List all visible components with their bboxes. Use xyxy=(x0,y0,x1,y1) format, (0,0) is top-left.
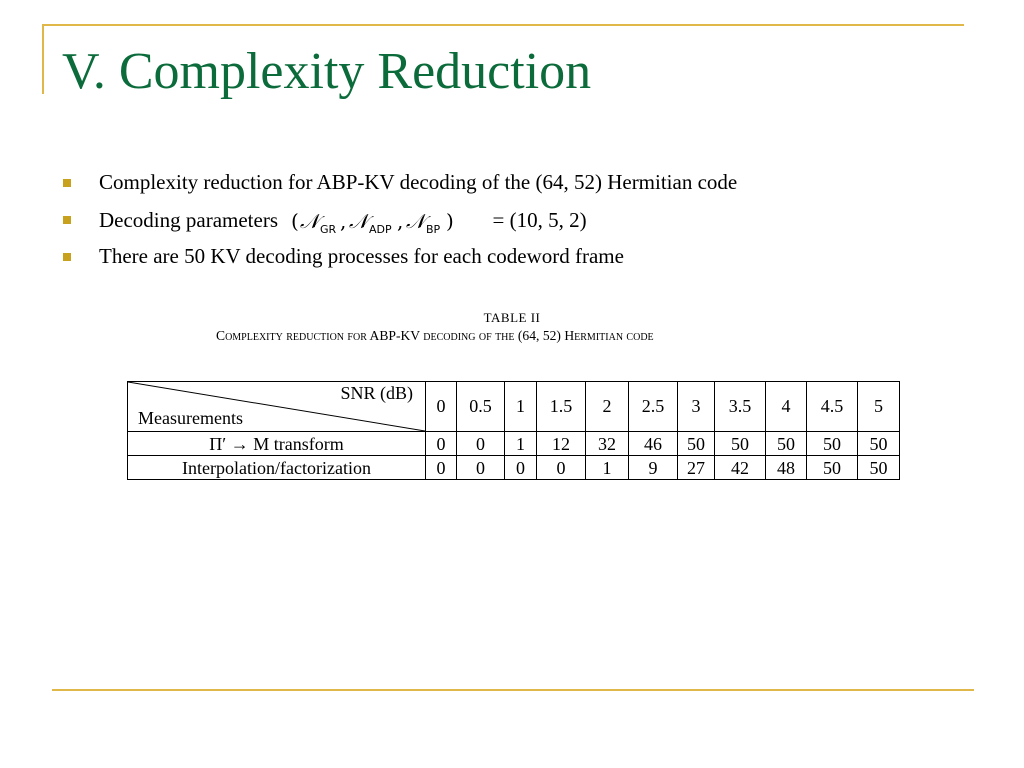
formula-sub-adp: ADP xyxy=(369,223,392,236)
table-cell: 50 xyxy=(807,432,858,456)
table-cell: 42 xyxy=(715,456,766,480)
table-cell: 1 xyxy=(586,456,629,480)
formula-n-gr: 𝒩 xyxy=(300,209,320,233)
snr-cell: 1 xyxy=(505,382,537,432)
table-caption: Complexity reduction for ABP-KV decoding of the (64, 52) Hermitian code xyxy=(216,328,654,343)
top-rule xyxy=(42,24,964,26)
bullet-square-icon xyxy=(63,216,71,224)
snr-cell: 1.5 xyxy=(537,382,586,432)
bullet-text: Decoding parameters xyxy=(99,207,279,232)
table-cell: 0 xyxy=(426,456,457,480)
bullet-text: Complexity reduction for ABP-KV decoding of the (64, 52) Hermitian code xyxy=(99,170,738,194)
table-label: TABLE II xyxy=(483,310,541,325)
table-cell: 0 xyxy=(537,456,586,480)
table-cell: 32 xyxy=(586,432,629,456)
slide-title: V. Complexity Reduction xyxy=(62,43,592,100)
table-cell: 46 xyxy=(629,432,678,456)
formula-n-adp: 𝒩 xyxy=(349,209,369,233)
table-cell: 27 xyxy=(678,456,715,480)
formula-close-paren: ) xyxy=(446,209,455,233)
row-label: Interpolation/factorization xyxy=(128,456,426,480)
table-cell: 1 xyxy=(505,432,537,456)
table-cell: 50 xyxy=(678,432,715,456)
table-header-row xyxy=(128,382,900,432)
formula-comma: , xyxy=(397,209,404,233)
bullet-item xyxy=(62,244,737,281)
table-cell: 50 xyxy=(766,432,807,456)
table-cell: 50 xyxy=(858,456,900,480)
bullet-item xyxy=(62,207,737,244)
measurements-header: Measurements xyxy=(138,408,243,428)
snr-cell: 0 xyxy=(426,382,457,432)
table-cell: 0 xyxy=(426,432,457,456)
bullet-list xyxy=(62,170,737,281)
formula-n-bp: 𝒩 xyxy=(406,209,426,233)
bullet-item xyxy=(62,170,737,207)
table-cell: 50 xyxy=(807,456,858,480)
snr-cell: 2.5 xyxy=(629,382,678,432)
snr-header: SNR (dB) xyxy=(340,383,413,403)
formula-sub-gr: GR xyxy=(320,223,337,236)
row-label: Π′ → M transform xyxy=(128,432,426,456)
snr-cell: 3.5 xyxy=(715,382,766,432)
snr-cell: 0.5 xyxy=(457,382,505,432)
snr-cell: 5 xyxy=(858,382,900,432)
bottom-rule xyxy=(52,689,974,691)
bullet-text: There are 50 KV decoding processes for each codeword frame xyxy=(99,244,624,268)
snr-cell: 3 xyxy=(678,382,715,432)
table-cell: 50 xyxy=(715,432,766,456)
table-cell: 0 xyxy=(457,432,505,456)
table-cell: 0 xyxy=(505,456,537,480)
bullet-square-icon xyxy=(63,253,71,261)
bullet-square-icon xyxy=(63,179,71,187)
table-cell: 9 xyxy=(629,456,678,480)
snr-cell: 4.5 xyxy=(807,382,858,432)
table-row xyxy=(128,432,900,456)
snr-cell: 4 xyxy=(766,382,807,432)
table-cell: 48 xyxy=(766,456,807,480)
snr-cell: 2 xyxy=(586,382,629,432)
left-rule xyxy=(42,24,44,94)
table-cell: 0 xyxy=(457,456,505,480)
decoding-parameters-formula xyxy=(291,207,481,237)
parameter-values: = (10, 5, 2) xyxy=(492,207,587,232)
table-cell: 50 xyxy=(858,432,900,456)
table-cell: 12 xyxy=(537,432,586,456)
formula-comma: , xyxy=(340,209,347,233)
formula-sub-bp: BP xyxy=(426,223,441,236)
formula-open-paren: ( xyxy=(291,209,300,233)
complexity-table xyxy=(127,381,900,480)
diagonal-header-cell xyxy=(128,382,426,432)
table-row xyxy=(128,456,900,480)
